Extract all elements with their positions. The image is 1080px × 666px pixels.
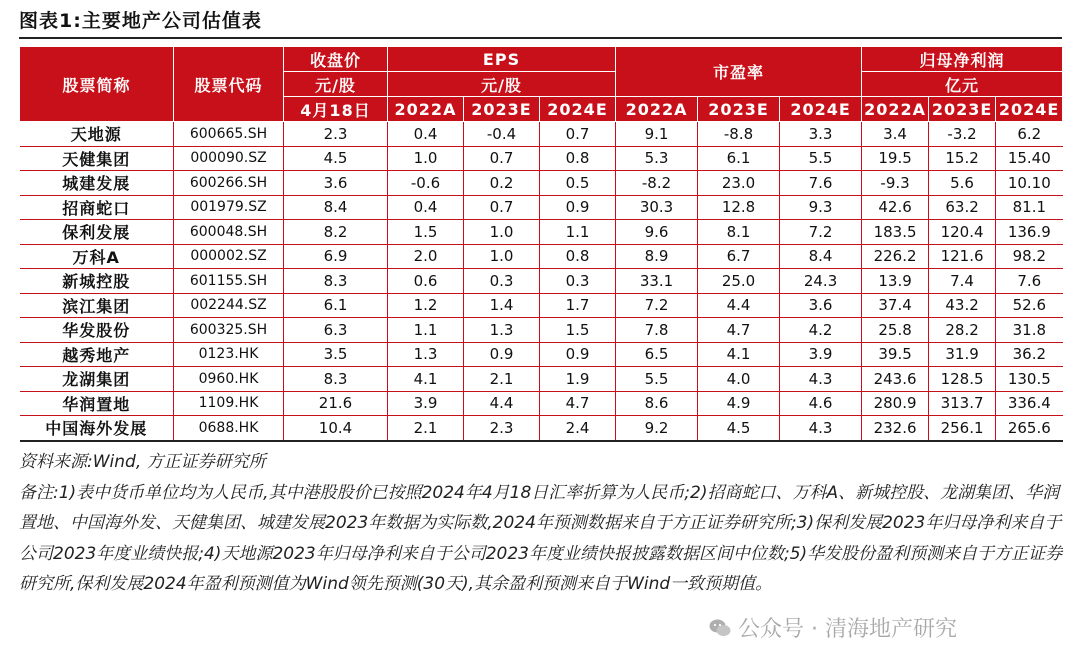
pe-value: 30.3: [616, 195, 698, 220]
stock-name: 龙湖集团: [20, 367, 174, 392]
pe-value: 7.2: [616, 293, 698, 318]
header-year: 2023E: [698, 97, 780, 122]
eps-value: 2.0: [388, 244, 464, 269]
pe-value: 12.8: [698, 195, 780, 220]
eps-value: 1.5: [388, 220, 464, 245]
eps-value: 3.9: [388, 391, 464, 416]
pe-value: 5.5: [780, 146, 862, 171]
stock-name: 滨江集团: [20, 293, 174, 318]
pe-value: 9.1: [616, 122, 698, 147]
np-value: 39.5: [862, 342, 929, 367]
close-price: 6.3: [284, 318, 388, 343]
stock-code: 600266.SH: [174, 171, 284, 196]
watermark: [708, 612, 957, 643]
pe-value: 8.6: [616, 391, 698, 416]
np-value: 52.6: [996, 293, 1063, 318]
table-row: [20, 171, 1063, 196]
table-row: [20, 146, 1063, 171]
table-row: [20, 391, 1063, 416]
header-price-unit: 元/股: [284, 72, 388, 97]
eps-value: 1.0: [464, 244, 540, 269]
header-year: 2023E: [929, 97, 996, 122]
np-value: 10.10: [996, 171, 1063, 196]
np-value: 5.6: [929, 171, 996, 196]
stock-name: 天健集团: [20, 146, 174, 171]
eps-value: 0.6: [388, 269, 464, 294]
close-price: 2.3: [284, 122, 388, 147]
np-value: 280.9: [862, 391, 929, 416]
pe-value: 9.6: [616, 220, 698, 245]
pe-value: 9.2: [616, 416, 698, 441]
stock-code: 002244.SZ: [174, 293, 284, 318]
close-price: 8.3: [284, 367, 388, 392]
eps-value: 4.1: [388, 367, 464, 392]
table-row: [20, 220, 1063, 245]
stock-name: 中国海外发展: [20, 416, 174, 441]
close-price: 21.6: [284, 391, 388, 416]
np-value: -3.2: [929, 122, 996, 147]
table-row: [20, 122, 1063, 147]
eps-value: 0.3: [464, 269, 540, 294]
pe-value: 6.1: [698, 146, 780, 171]
stock-code: 1109.HK: [174, 391, 284, 416]
pe-value: 5.5: [616, 367, 698, 392]
eps-value: 1.5: [540, 318, 616, 343]
stock-code: 000002.SZ: [174, 244, 284, 269]
table-row: [20, 293, 1063, 318]
eps-value: 1.1: [540, 220, 616, 245]
header-year: 2024E: [996, 97, 1063, 122]
pe-value: 6.7: [698, 244, 780, 269]
eps-value: 0.3: [540, 269, 616, 294]
watermark-text: 公众号 · 清海地产研究: [738, 617, 957, 642]
pe-value: 4.1: [698, 342, 780, 367]
header-net-profit-unit: 亿元: [862, 72, 1063, 97]
close-price: 3.6: [284, 171, 388, 196]
pe-value: 5.3: [616, 146, 698, 171]
stock-code: 601155.SH: [174, 269, 284, 294]
np-value: 25.8: [862, 318, 929, 343]
stock-code: 0688.HK: [174, 416, 284, 441]
np-value: 6.2: [996, 122, 1063, 147]
close-price: 8.2: [284, 220, 388, 245]
np-value: 183.5: [862, 220, 929, 245]
np-value: 256.1: [929, 416, 996, 441]
table-row: [20, 269, 1063, 294]
header-name: 股票简称: [20, 47, 174, 122]
pe-value: 4.4: [698, 293, 780, 318]
stock-code: 001979.SZ: [174, 195, 284, 220]
stock-name: 保利发展: [20, 220, 174, 245]
eps-value: -0.6: [388, 171, 464, 196]
valuation-table: [19, 46, 1063, 442]
stock-code: 0123.HK: [174, 342, 284, 367]
header-net-profit: 归母净利润: [862, 47, 1063, 72]
np-value: 265.6: [996, 416, 1063, 441]
header-year: 2024E: [540, 97, 616, 122]
eps-value: 2.1: [388, 416, 464, 441]
eps-value: 0.7: [540, 122, 616, 147]
source-note: 资料来源:Wind, 方正证券研究所: [19, 452, 266, 472]
close-price: 6.9: [284, 244, 388, 269]
eps-value: 1.0: [388, 146, 464, 171]
title-divider: [19, 37, 1062, 39]
np-value: 226.2: [862, 244, 929, 269]
header-code: 股票代码: [174, 47, 284, 122]
stock-code: 600048.SH: [174, 220, 284, 245]
stock-name: 城建发展: [20, 171, 174, 196]
pe-value: 8.4: [780, 244, 862, 269]
header-year: 2024E: [780, 97, 862, 122]
stock-name: 新城控股: [20, 269, 174, 294]
np-value: 136.9: [996, 220, 1063, 245]
np-value: 13.9: [862, 269, 929, 294]
np-value: 130.5: [996, 367, 1063, 392]
np-value: 31.8: [996, 318, 1063, 343]
pe-value: 3.9: [780, 342, 862, 367]
stock-name: 华发股份: [20, 318, 174, 343]
stock-name: 万科A: [20, 244, 174, 269]
pe-value: 23.0: [698, 171, 780, 196]
stock-code: 600665.SH: [174, 122, 284, 147]
pe-value: 4.6: [780, 391, 862, 416]
np-value: 43.2: [929, 293, 996, 318]
pe-value: 8.9: [616, 244, 698, 269]
np-value: 243.6: [862, 367, 929, 392]
eps-value: 0.9: [540, 195, 616, 220]
pe-value: 4.3: [780, 367, 862, 392]
close-price: 10.4: [284, 416, 388, 441]
header-price: 收盘价: [284, 47, 388, 72]
header-eps-unit: 元/股: [388, 72, 616, 97]
stock-name: 招商蛇口: [20, 195, 174, 220]
header-eps: EPS: [388, 47, 616, 72]
eps-value: 1.7: [540, 293, 616, 318]
eps-value: 0.8: [540, 146, 616, 171]
np-value: 15.2: [929, 146, 996, 171]
eps-value: 1.2: [388, 293, 464, 318]
np-value: 28.2: [929, 318, 996, 343]
np-value: 36.2: [996, 342, 1063, 367]
np-value: 121.6: [929, 244, 996, 269]
eps-value: 1.1: [388, 318, 464, 343]
table-row: [20, 367, 1063, 392]
pe-value: 3.3: [780, 122, 862, 147]
np-value: 42.6: [862, 195, 929, 220]
header-pe: 市盈率: [616, 47, 862, 97]
stock-name: 华润置地: [20, 391, 174, 416]
np-value: 37.4: [862, 293, 929, 318]
eps-value: 1.3: [388, 342, 464, 367]
header-year: 2023E: [464, 97, 540, 122]
close-price: 3.5: [284, 342, 388, 367]
pe-value: 33.1: [616, 269, 698, 294]
pe-value: 7.2: [780, 220, 862, 245]
eps-value: 0.2: [464, 171, 540, 196]
np-value: 7.4: [929, 269, 996, 294]
header-year: 2022A: [862, 97, 929, 122]
pe-value: 4.9: [698, 391, 780, 416]
np-value: 81.1: [996, 195, 1063, 220]
table-row: [20, 342, 1063, 367]
np-value: 7.6: [996, 269, 1063, 294]
eps-value: 2.1: [464, 367, 540, 392]
header-year: 2022A: [388, 97, 464, 122]
eps-value: 0.9: [464, 342, 540, 367]
header-price-date: 4月18日: [284, 97, 388, 122]
table-body: [20, 122, 1063, 441]
pe-value: 6.5: [616, 342, 698, 367]
np-value: 19.5: [862, 146, 929, 171]
pe-value: 7.8: [616, 318, 698, 343]
eps-value: 0.4: [388, 122, 464, 147]
stock-name: 越秀地产: [20, 342, 174, 367]
np-value: 120.4: [929, 220, 996, 245]
np-value: 336.4: [996, 391, 1063, 416]
pe-value: 4.7: [698, 318, 780, 343]
close-price: 8.4: [284, 195, 388, 220]
eps-value: 4.7: [540, 391, 616, 416]
pe-value: 4.3: [780, 416, 862, 441]
table-row: [20, 244, 1063, 269]
eps-value: 2.4: [540, 416, 616, 441]
np-value: 313.7: [929, 391, 996, 416]
close-price: 8.3: [284, 269, 388, 294]
remarks-note: 备注:1)表中货币单位均为人民币,其中港股股价已按照2024年4月18日汇率折算为人民币;2)招商蛇口、万科A、新城控股、龙湖集团、华润置地、中国海外发、天健集团、城建发展2023年数据为实际数,2024年预测数据来自于方正证券研究所;3)保利发展2023年归母净利来自于公司2023年度业绩快报;4)天地源2023年归母净利来自于公司2023年度业绩快报披露数据区间中位数;5)华发股份盈利预测来自于方正证券研究所,保利发展2024年盈利预测值为Wind领先预测(30天),其余盈利预测来自于Wind一致预期值。: [19, 482, 1063, 594]
eps-value: 4.4: [464, 391, 540, 416]
pe-value: 4.2: [780, 318, 862, 343]
stock-name: 天地源: [20, 122, 174, 147]
pe-value: 25.0: [698, 269, 780, 294]
np-value: 15.40: [996, 146, 1063, 171]
np-value: 232.6: [862, 416, 929, 441]
table-row: [20, 416, 1063, 441]
stock-code: 600325.SH: [174, 318, 284, 343]
close-price: 4.5: [284, 146, 388, 171]
np-value: 128.5: [929, 367, 996, 392]
header-year: 2022A: [616, 97, 698, 122]
pe-value: 9.3: [780, 195, 862, 220]
np-value: 98.2: [996, 244, 1063, 269]
eps-value: 1.4: [464, 293, 540, 318]
pe-value: 4.0: [698, 367, 780, 392]
np-value: 31.9: [929, 342, 996, 367]
footnotes: [19, 447, 1065, 600]
pe-value: -8.2: [616, 171, 698, 196]
table-title: 图表1:主要地产公司估值表: [19, 10, 262, 32]
eps-value: 2.3: [464, 416, 540, 441]
eps-value: 0.9: [540, 342, 616, 367]
eps-value: 0.7: [464, 195, 540, 220]
eps-value: 0.8: [540, 244, 616, 269]
table-row: [20, 195, 1063, 220]
eps-value: 0.7: [464, 146, 540, 171]
stock-code: 000090.SZ: [174, 146, 284, 171]
close-price: 6.1: [284, 293, 388, 318]
eps-value: -0.4: [464, 122, 540, 147]
np-value: 3.4: [862, 122, 929, 147]
pe-value: 7.6: [780, 171, 862, 196]
eps-value: 0.5: [540, 171, 616, 196]
eps-value: 1.3: [464, 318, 540, 343]
pe-value: 8.1: [698, 220, 780, 245]
eps-value: 1.9: [540, 367, 616, 392]
pe-value: -8.8: [698, 122, 780, 147]
pe-value: 3.6: [780, 293, 862, 318]
np-value: -9.3: [862, 171, 929, 196]
eps-value: 0.4: [388, 195, 464, 220]
np-value: 63.2: [929, 195, 996, 220]
pe-value: 24.3: [780, 269, 862, 294]
wechat-icon: [708, 616, 732, 640]
pe-value: 4.5: [698, 416, 780, 441]
eps-value: 1.0: [464, 220, 540, 245]
table-row: [20, 318, 1063, 343]
stock-code: 0960.HK: [174, 367, 284, 392]
